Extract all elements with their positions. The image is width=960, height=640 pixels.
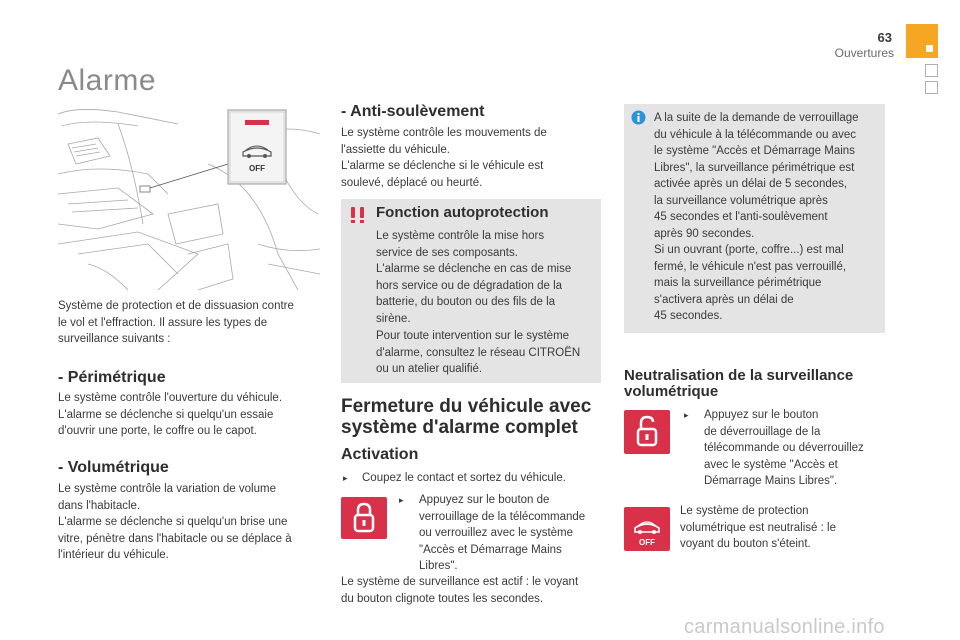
dashboard-illustration bbox=[58, 104, 320, 290]
info-box bbox=[624, 104, 885, 333]
page-number: 63 bbox=[877, 30, 892, 45]
anti-soulevement-heading: - Anti-soulèvement bbox=[341, 103, 485, 120]
volumetrique-heading: - Volumétrique bbox=[58, 459, 169, 476]
autoprotection-heading: Fonction autoprotection bbox=[376, 204, 549, 221]
autoprotection-text: Le système contrôle la mise hors service de ses composants. L'alarme se déclenche en cas de mise hors service ou de dégradation de la batterie, du bouton ou des fils de la sirène. bbox=[376, 230, 572, 325]
page-title: Alarme bbox=[58, 64, 157, 97]
perimetrique-heading: - Périmétrique bbox=[58, 369, 166, 386]
off-label: OFF bbox=[249, 164, 265, 173]
warning-icon bbox=[348, 205, 368, 225]
activation-step-1: Coupez le contact et sortez du véhicule. bbox=[362, 472, 566, 484]
dashboard-drawing bbox=[58, 104, 320, 290]
volumetrique-text: Le système contrôle la variation de volume dans l'habitacle. L'alarme se déclenche si quelqu'un brise une vitre, pénètre dans l'habitacle ou se déplace à l'intérieur du véhicule. bbox=[58, 483, 292, 561]
section-tab[interactable] bbox=[925, 81, 938, 94]
fermeture-heading: Fermeture du véhicule avec système d'alarme complet bbox=[341, 396, 592, 438]
activation-step-2: Appuyez sur le bouton de verrouillage de la télécommande ou verrouillez avec le système "Accès et Démarrage Mains Libres". bbox=[419, 494, 586, 572]
section-tab[interactable] bbox=[925, 64, 938, 77]
info-text: A la suite de la demande de verrouillage du véhicule à la télécommande ou avec le système "Accès et Démarrage Mains Libres", la surveillance périmétrique est activée après un délai de 5 secondes, la surveillance volumétrique après 45 secondes et l'anti-soulèvement après 90 secondes. Si un ouvrant (porte, coffre...) est mal fermé, le véhicule n'est pas verrouillé, mais la surveillance périmétrique s'activera après un délai de 45 secondes. bbox=[654, 112, 859, 322]
bullet-marker: ▸ bbox=[343, 473, 348, 483]
intro-text: Système de protection et de dissuasion contre le vol et l'effraction. Il assure les types de surveillance suivants : bbox=[58, 300, 294, 345]
neutralisation-result: Le système de protection volumétrique est neutralisé : le voyant du bouton s'éteint. bbox=[680, 505, 836, 550]
perimetrique-text: Le système contrôle l'ouverture du véhicule. L'alarme se déclenche si quelqu'un essaie d'ouvrir une porte, le coffre ou le capot. bbox=[58, 392, 283, 437]
surveillance-active-text: Le système de surveillance est actif : le voyant du bouton clignote toutes les secondes. bbox=[341, 576, 579, 605]
section-tab-active[interactable] bbox=[906, 24, 938, 58]
watermark: carmanualsonline.info bbox=[684, 616, 885, 638]
anti-soulevement-text: Le système contrôle les mouvements de l'assiette du véhicule. L'alarme se déclenche si le véhicule est soulevé, déplacé ou heurté. bbox=[341, 127, 547, 189]
bullet-marker: ▸ bbox=[399, 495, 404, 505]
info-icon bbox=[631, 110, 646, 125]
alarm-off-button[interactable] bbox=[624, 507, 670, 551]
bullet-marker: ▸ bbox=[684, 410, 689, 420]
neutralisation-step: Appuyez sur le bouton de déverrouillage de la télécommande ou déverrouillez avec le système "Accès et Démarrage Mains Libres". bbox=[704, 409, 864, 487]
car-alarm-off-icon bbox=[624, 507, 670, 551]
open-padlock-icon bbox=[624, 410, 670, 454]
lock-button[interactable] bbox=[341, 497, 387, 539]
autoprotection-contact-text: Pour toute intervention sur le système d'alarme, consultez le réseau CITROËN ou un atelier qualifié. bbox=[376, 330, 581, 375]
unlock-button[interactable] bbox=[624, 410, 670, 454]
off-label: OFF bbox=[639, 538, 655, 547]
autoprotection-box bbox=[341, 199, 601, 383]
section-name: Ouvertures bbox=[834, 46, 894, 60]
tab-marker bbox=[926, 45, 933, 52]
activation-heading: Activation bbox=[341, 446, 419, 463]
padlock-icon bbox=[341, 497, 387, 539]
neutralisation-heading: Neutralisation de la surveillance volumétrique bbox=[624, 367, 854, 400]
